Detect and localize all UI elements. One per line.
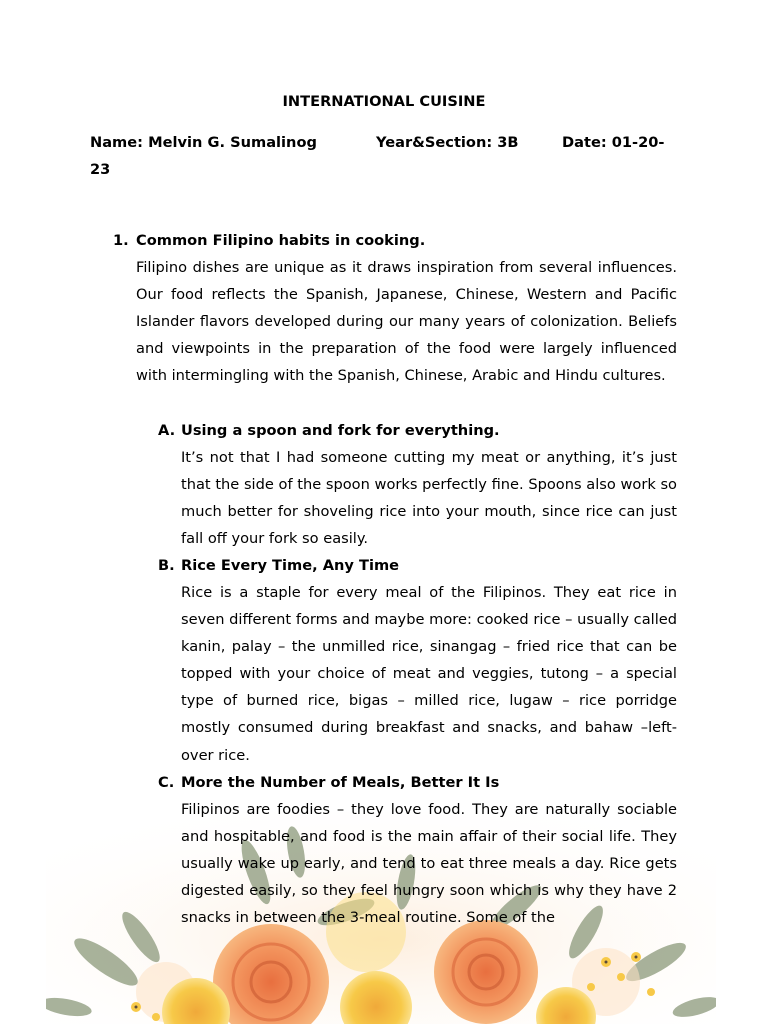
- item-b-heading: Rice Every Time, Any Time: [181, 557, 400, 574]
- item-b-paragraph: Rice is a staple for every meal of the Filipinos. They eat rice in seven different forms and maybe more: cooked rice – usually called kanin, palay – the unmilled rice, sinangag – fried rice that can be topped with your choice of meat and veggies, tutong – a special type of burned rice, bigas – milled rice, lugaw – rice porridge mostly consumed during breakfast and snacks, and bahaw –left-over rice.: [181, 584, 677, 764]
- section-intro-paragraph: Filipino dishes are unique as it draws inspiration from several influences. Our food reflects the Spanish, Japanese, Chinese, Western and Pacific Islander flavors developed during our many years of colonization. Beliefs and viewpoints in the preparation of the food were largely influenced with intermingling with the Spanish, Chinese, Arabic and Hindu cultures.: [136, 259, 677, 385]
- year-section: Year&Section: 3B: [376, 134, 519, 151]
- document-title: INTERNATIONAL CUISINE: [282, 93, 486, 110]
- header-info: [90, 129, 690, 183]
- section-heading: Common Filipino habits in cooking.: [136, 232, 426, 249]
- item-a-letter: A.: [158, 422, 176, 439]
- item-a-heading: Using a spoon and fork for everything.: [181, 422, 500, 439]
- date-continued: 23: [90, 161, 111, 178]
- item-b-letter: B.: [158, 557, 175, 574]
- section-number: 1.: [113, 232, 129, 249]
- student-name: Name: Melvin G. Sumalinog: [90, 134, 317, 151]
- item-c-heading: More the Number of Meals, Better It Is: [181, 774, 500, 791]
- date: Date: 01-20-: [562, 134, 665, 151]
- item-a-paragraph: It’s not that I had someone cutting my meat or anything, it’s just that the side of the spoon works perfectly fine. Spoons also work so much better for shoveling rice into your mouth, since rice can just fall off your fork so easily.: [181, 449, 677, 548]
- item-c-letter: C.: [158, 774, 175, 791]
- item-c-paragraph: Filipinos are foodies – they love food. They are naturally sociable and hospitable, and food is the main affair of their social life. They usually wake up early, and tend to eat three meals a day. Rice gets digested easily, so they feel hungry soon which is why they have 2 snacks in between the 3-meal routine. Some of the: [181, 801, 677, 927]
